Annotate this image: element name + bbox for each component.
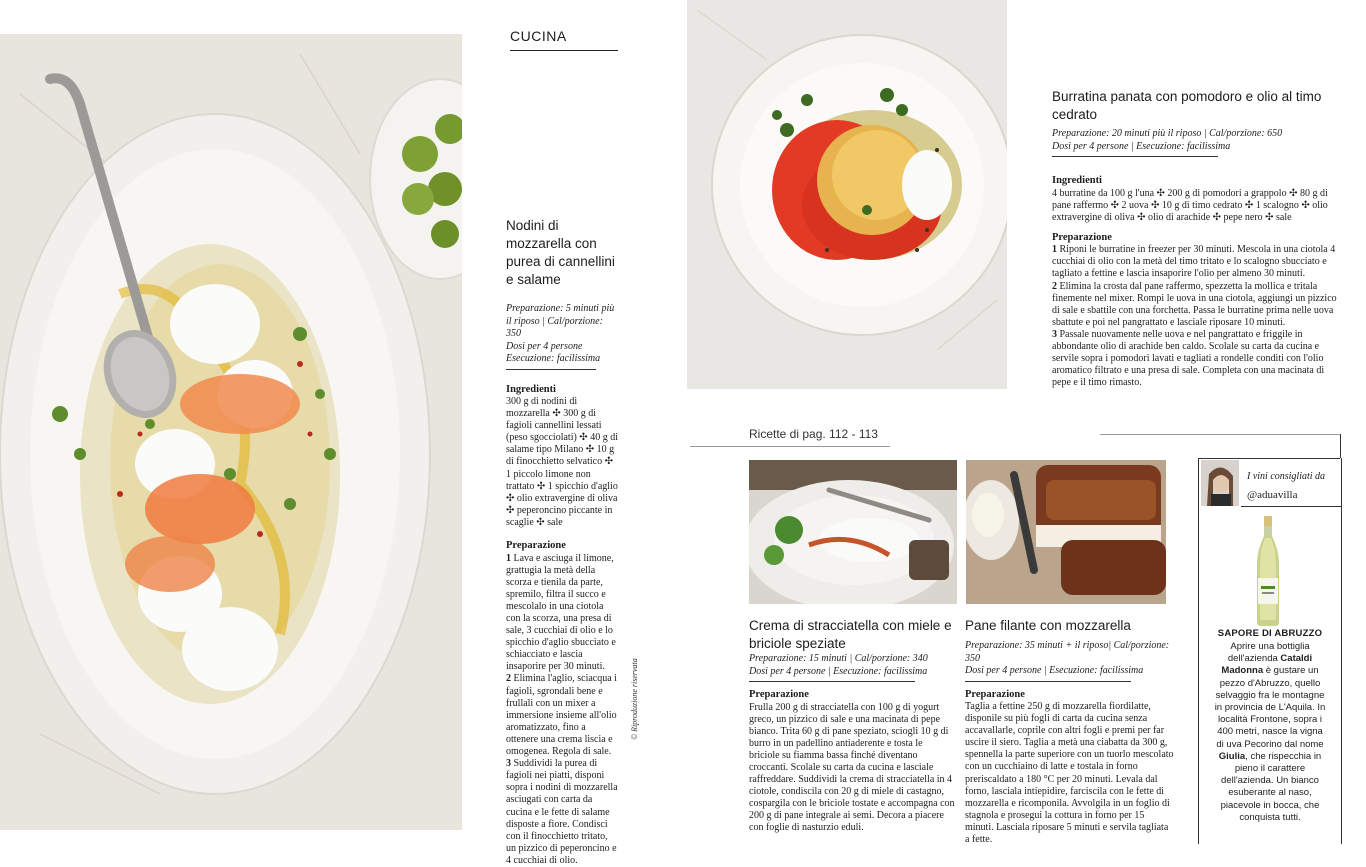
copyright-notice: © Riproduzione riservata — [630, 658, 639, 740]
preparation-text: Taglia a fettine 250 g di mozzarella fiordilatte, disponile su più fogli di carta da cucina senza accavallarle, coprile con altri fogli e premi per far uscire il siero. Taglia a metà una ciabatta da 300 g, spennella la parte superiore con un tuorlo mescolato con un cucchiaino di latte e tostala in forno preriscaldato a 180 °C per 20 minuti. Levala dal forno, lasciala intiepidire, farciscila con le fette di mozzarella e ricomponila. Avvolgila in un foglio di stagnola e prosegui la cottura in forno per 15 minuti. Lasciala riposare 5 minuti e servila tagliata a fette. — [965, 701, 1174, 846]
step-number: 1 — [1052, 244, 1057, 256]
preparation-heading: Preparazione — [965, 688, 1025, 700]
recipe-title: Pane filante con mozzarella — [965, 618, 1131, 633]
step-number: 2 — [506, 673, 511, 685]
preparation-step-3: 3 Passale nuovamente nelle uova e nel pangrattato e friggile in abbondante olio di arachide ben caldo. Scolale su carta da cucina e servile sopra i pomodori lavati e tagliati a rondelle conditi con l'olio aromatico filtrato e una presa di sale. Completa con una macinata di pepe e il timo rimasto. — [1052, 328, 1325, 389]
recipe-pane-filante — [965, 617, 1175, 846]
step-number: 2 — [1052, 280, 1057, 292]
step-number: 3 — [506, 758, 511, 770]
wine-bottle — [1253, 516, 1283, 626]
ingredients-heading: Ingredienti — [506, 383, 556, 395]
sidebar-top-rule — [1241, 506, 1341, 507]
recipe-meta-prep: Preparazione: 5 minuti più il riposo | Cal/porzione: 350 — [506, 303, 615, 339]
recipe-meta-servings: Dosi per 4 persone | Esecuzione: facilissima — [749, 665, 928, 677]
recipe-title: Burratina panata con pomodoro e olio al timo cedrato — [1052, 89, 1322, 122]
sidebar-intro: I vini consigliati da — [1247, 471, 1326, 482]
recipe-meta-servings: Dosi per 4 persone — [506, 340, 583, 352]
sidebar-heading: SAPORE DI ABRUZZO — [1217, 628, 1323, 639]
recipe-meta-prep: Preparazione: 15 minuti | Cal/porzione: 340 — [749, 653, 928, 664]
photo-burratina — [687, 0, 1007, 389]
recipe-meta-servings: Dosi per 4 persone | Esecuzione: facilissima — [965, 665, 1144, 676]
recipe-title: Nodini di mozzarella con purea di cannellini e salame — [506, 218, 615, 287]
ingredients-heading: Ingredienti — [1052, 175, 1102, 186]
photo-nodini-mozzarella — [0, 34, 462, 830]
sidebar-connector-line — [1340, 434, 1341, 458]
photo-pane-filante — [966, 460, 1166, 604]
preparation-step-2: 2 Elimina l'aglio, sciacqua i fagioli, sgrondali bene e frullali con un mixer a immersione insieme all'olio aromatizzato, fino a ottenere una crema liscia e omogenea. Regola di sale. — [506, 673, 617, 758]
preparation-step-3: 3 Suddividi la purea di fagioli nei piatti, disponi sopra i nodini di mozzarella asciugati con carta da cucina e le fette di salame disposte a fiore. Condisci con il finocchietto tritato, un pizzico di peperoncino e 4 cucchiai di olio. — [506, 758, 618, 866]
preparation-step-1: 1 Lava e asciuga il limone, grattugia la metà della scorza e tienila da parte, spremilo, filtra il succo e mescolalo in una ciotola con la scorza, una presa di sale, 3 cucchiai di olio e lo spicchio d'aglio sbucciato e schiacciato e lascia insaporire per 30 minuti. — [506, 552, 616, 673]
ingredients-text: 4 burratine da 100 g l'una ✣ 200 g di pomodori a grappolo ✣ 80 g di pane raffermo ✣ 2 uova ✣ 10 g di timo cedrato ✣ 1 scalogno ✣ olio extravergine di oliva ✣ olio di arachide ✣ pepe nero ✣ sale — [1052, 187, 1328, 223]
recipes-divider-right — [1100, 434, 1340, 435]
photo-stracciatella — [749, 460, 957, 604]
preparation-heading: Preparazione — [506, 540, 566, 552]
sidebar-top-border — [1198, 458, 1340, 459]
preparation-heading: Preparazione — [1052, 231, 1112, 243]
recipe-stracciatella — [749, 617, 955, 835]
recipe-meta-difficulty: Esecuzione: facilissima — [506, 353, 601, 364]
section-divider — [510, 50, 618, 51]
section-label: CUCINA — [510, 28, 567, 44]
recipe-meta-servings: Dosi per 4 persone | Esecuzione: facilissima — [1052, 140, 1231, 152]
recipe-title: Crema di stracciatella con miele e briciole speziate — [749, 618, 952, 651]
recipe-nodini — [506, 217, 618, 867]
recipes-page-reference: Ricette di pag. 112 - 113 — [749, 427, 878, 441]
wine-sidebar — [1198, 458, 1342, 844]
preparation-heading: Preparazione — [749, 689, 809, 700]
recipe-burratina — [1052, 88, 1340, 389]
recipe-meta-prep: Preparazione: 35 minuti + il riposo| Cal/porzione: 350 — [965, 640, 1170, 664]
preparation-step-2: 2 Elimina la crosta dal pane raffermo, spezzetta la mollica e tritala finemente nel mixer. Rompi le uova in una ciotola, aggiungi un pizzico di sale e sbattile con una forchetta. Passa le burratine prima nelle uova sbattute e poi nel pangrattato e lasciale riposare 10 minuti. — [1052, 280, 1337, 328]
recipes-divider — [690, 446, 890, 447]
vineyard-name: Giulia — [1218, 750, 1246, 762]
recipe-meta-prep: Preparazione: 20 minuti più il riposo | Cal/porzione: 650 — [1052, 128, 1283, 139]
sidebar-text: Aprire una bottiglia dell'azienda Cataldi Madonna è gustare un pezzo d'Abruzzo, quello selvaggio fra le montagne in provincia de L'Aquila. In località Frontone, sopra i 400 metri, nasce la vigna di uva Pecorino dal nome Giulia, che rispecchia in pieno il carattere dell'azienda. Un bianco esuberante al naso, piacevole in bocca, che conquista tutti. — [1214, 641, 1326, 823]
preparation-step-1: 1 Riponi le burratine in freezer per 30 minuti. Mescola in una ciotola 4 cucchiai di olio con la metà del timo tritato e lo scalogno sbucciato e tagliato a fettine e lascia insaporire l'olio per almeno 30 minuti. — [1052, 244, 1336, 280]
step-number: 3 — [1052, 328, 1057, 340]
preparation-text: Frulla 200 g di stracciatella con 100 g di yogurt greco, un pizzico di sale e una macinata di pepe bianco. Trita 60 g di pane speziato, sciogli 10 g di burro in un padellino antiaderente e tosta le briciole su fiamma bassa finché diventano croccanti. Scolale su carta da cucina e lasciale raffreddare. Suddividi la crema di stracciatella in 4 ciotole, condiscila con 20 g di miele di castagno, cospargila con le briciole tostate e accompagna con 200 g di pane integrale ai semi. Decora a piacere con foglie di nasturzio eduli. — [749, 701, 955, 834]
winery-name: Cataldi Madonna — [1221, 653, 1313, 677]
sidebar-author-handle: @aduavilla — [1247, 489, 1298, 501]
author-avatar — [1201, 460, 1239, 506]
ingredients-text: 300 g di nodini di mozzarella ✣ 300 g di fagioli cannellini lessati (peso sgocciolati) ✣ 40 g di salame tipo Milano ✣ 10 g di finocchietto selvatico ✣ 1 piccolo limone non trattato ✣ 1 spicchio d'aglio ✣ olio extravergine di oliva ✣ peperoncino piccante in scaglie ✣ sale — [506, 396, 618, 528]
step-number: 1 — [506, 552, 511, 564]
